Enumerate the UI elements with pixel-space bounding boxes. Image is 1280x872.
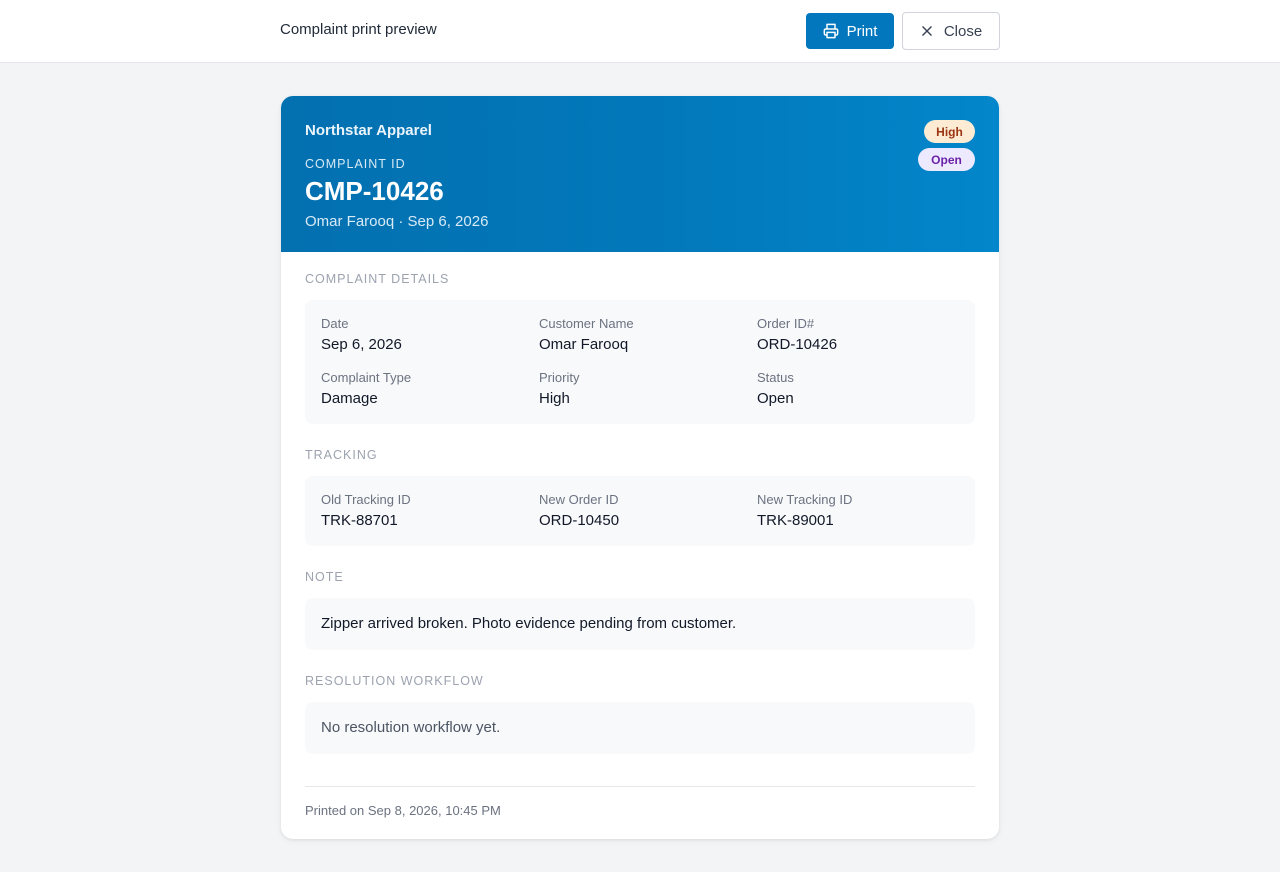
field-date — [321, 316, 402, 353]
print-button[interactable] — [806, 13, 894, 49]
complaint-id-label: COMPLAINT ID — [305, 157, 406, 171]
complaint-card — [281, 96, 999, 839]
section-label-details: COMPLAINT DETAILS — [305, 272, 450, 286]
field-value: High — [539, 390, 570, 407]
field-label: Status — [757, 370, 794, 385]
field-label: Old Tracking ID — [321, 492, 411, 507]
workflow-empty-text: No resolution workflow yet. — [321, 719, 501, 736]
brand-name: Northstar Apparel — [305, 122, 432, 139]
printed-timestamp: Printed on Sep 8, 2026, 10:45 PM — [305, 803, 501, 818]
close-button[interactable] — [902, 12, 1000, 50]
priority-badge: High — [924, 120, 975, 143]
toolbar — [0, 0, 1280, 63]
field-label: Order ID# — [757, 316, 815, 331]
field-value: TRK-88701 — [321, 512, 398, 529]
field-value: Open — [757, 390, 794, 407]
field-old-tracking-id — [321, 492, 411, 529]
status-badge: Open — [918, 148, 975, 171]
field-label: Customer Name — [539, 316, 634, 331]
field-value: Sep 6, 2026 — [321, 336, 402, 353]
field-value: TRK-89001 — [757, 512, 834, 529]
section-label-tracking: TRACKING — [305, 448, 378, 462]
tracking-panel — [305, 476, 975, 546]
printer-icon — [823, 23, 839, 39]
close-button-label: Close — [943, 22, 983, 40]
field-label: New Tracking ID — [757, 492, 853, 507]
field-label: Complaint Type — [321, 370, 412, 385]
field-new-order-id — [539, 492, 619, 529]
field-customer-name — [539, 316, 634, 353]
footer-divider — [305, 786, 975, 787]
complaint-meta: Omar Farooq · Sep 6, 2026 — [305, 213, 489, 230]
field-status — [757, 370, 794, 407]
field-value: ORD-10426 — [757, 336, 838, 353]
section-label-workflow: RESOLUTION WORKFLOW — [305, 674, 484, 688]
field-value: ORD-10450 — [539, 512, 620, 529]
field-priority — [539, 370, 579, 407]
page-title: Complaint print preview — [280, 21, 437, 38]
field-order-id — [757, 316, 837, 353]
workflow-panel — [305, 702, 975, 754]
note-panel — [305, 598, 975, 650]
field-label: Date — [321, 316, 349, 331]
print-button-label: Print — [846, 22, 878, 40]
details-panel — [305, 300, 975, 424]
field-value: Damage — [321, 390, 378, 407]
field-complaint-type — [321, 370, 411, 407]
section-label-note: NOTE — [305, 570, 344, 584]
field-value: Omar Farooq — [539, 336, 629, 353]
card-header — [281, 96, 999, 252]
field-new-tracking-id — [757, 492, 852, 529]
close-icon — [920, 24, 934, 38]
field-label: New Order ID — [539, 492, 619, 507]
note-text: Zipper arrived broken. Photo evidence pending from customer. — [321, 615, 737, 632]
complaint-id: CMP-10426 — [305, 176, 444, 206]
field-label: Priority — [539, 370, 580, 385]
